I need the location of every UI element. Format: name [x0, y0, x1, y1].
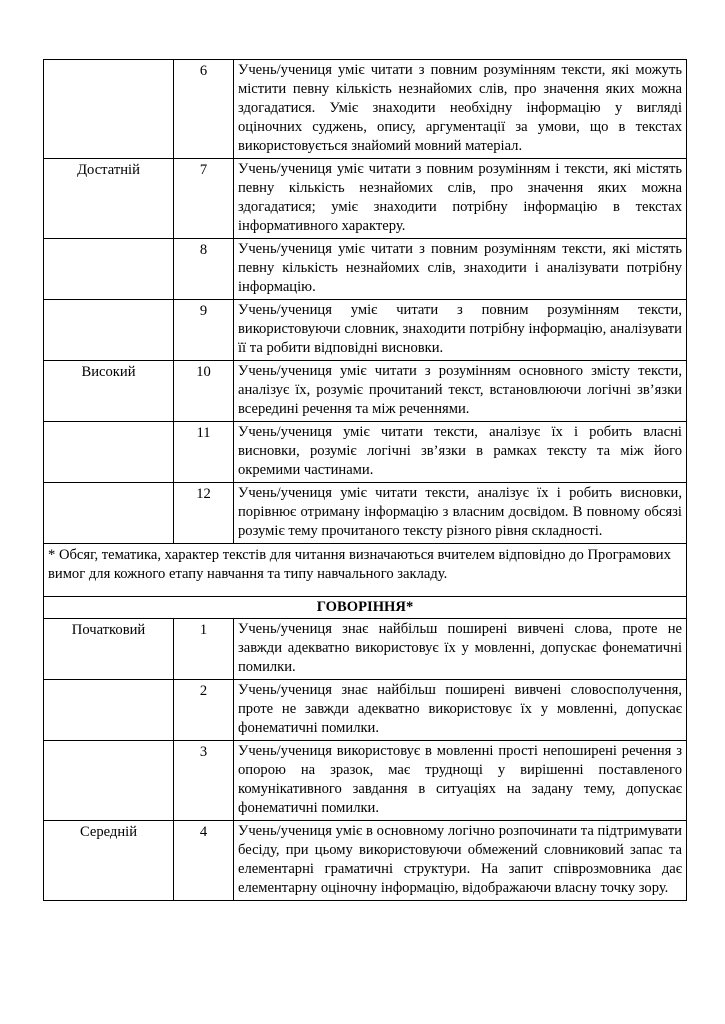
score-cell: 10 — [174, 361, 234, 422]
description-cell: Учень/учениця уміє в основному логічно розпочинати та підтримувати бесіду, при цьому використовуючи обмежений словниковий запас та елементарні граматичні структури. На запит співрозмовника дає елементарну оціночну інформацію, відображаючи власну точку зору. — [234, 821, 687, 901]
description-cell: Учень/учениця використовує в мовленні прості непоширені речення з опорою на зразок, має труднощі у вирішенні поставленого комунікативного завдання в ситуаціях на задану тему, допускає фонематичні помилки. — [234, 741, 687, 821]
table-row — [44, 60, 687, 159]
section-heading: ГОВОРІННЯ* — [44, 597, 687, 619]
table-row — [44, 422, 687, 483]
description-cell: Учень/учениця уміє читати тексти, аналізує їх і робить висновки, порівнює отриману інформацію з власним досвідом. В повному обсязі розуміє тему прочитаного тексту різного рівня складності. — [234, 483, 687, 544]
score-cell: 3 — [174, 741, 234, 821]
assessment-table — [43, 59, 687, 901]
level-cell — [44, 741, 174, 821]
score-cell: 4 — [174, 821, 234, 901]
level-cell — [44, 239, 174, 300]
table-row — [44, 619, 687, 680]
table-row — [44, 300, 687, 361]
score-cell: 12 — [174, 483, 234, 544]
description-cell: Учень/учениця уміє читати з повним розумінням і тексти, які містять певну кількість незнайомих слів, про значення яких можна здогадатися; уміє знаходити потрібну інформацію в текстах інформативного характеру. — [234, 159, 687, 239]
description-cell: Учень/учениця уміє читати з повним розумінням тексти, використовуючи словник, знаходити потрібну інформацію, аналізувати її та робити відповідні висновки. — [234, 300, 687, 361]
table-row — [44, 741, 687, 821]
level-cell — [44, 680, 174, 741]
level-cell — [44, 300, 174, 361]
level-cell: Високий — [44, 361, 174, 422]
level-cell: Достатній — [44, 159, 174, 239]
score-cell: 9 — [174, 300, 234, 361]
description-cell: Учень/учениця знає найбільш поширені вивчені слова, проте не завжди адекватно використовує їх у мовленні, допускає фонематичні помилки. — [234, 619, 687, 680]
level-cell — [44, 60, 174, 159]
description-cell: Учень/учениця уміє читати з повним розумінням тексти, які містять певну кількість незнайомих слів, знаходити і аналізувати потрібну інформацію. — [234, 239, 687, 300]
level-cell — [44, 483, 174, 544]
table-row — [44, 361, 687, 422]
document-page — [43, 59, 686, 901]
score-cell: 6 — [174, 60, 234, 159]
table-row — [44, 821, 687, 901]
level-cell: Початковий — [44, 619, 174, 680]
section-heading-row — [44, 597, 687, 619]
level-cell — [44, 422, 174, 483]
description-cell: Учень/учениця уміє читати з розумінням основного змісту тексти, аналізує їх, розуміє прочитаний текст, встановлюючи логічні зв’язки всередині речення та між реченнями. — [234, 361, 687, 422]
footnote-text: * Обсяг, тематика, характер текстів для читання визначаються вчителем відповідно до Програмових вимог для кожного етапу навчання та типу навчального закладу. — [44, 544, 687, 597]
level-cell: Середній — [44, 821, 174, 901]
description-cell: Учень/учениця уміє читати з повним розумінням тексти, які можуть містити певну кількість незнайомих слів, про значення яких можна здогадатися. Уміє знаходити необхідну інформацію у вигляді оціночних суджень, опису, аргументації за умови, що в текстах використовується знайомий мовний матеріал. — [234, 60, 687, 159]
score-cell: 2 — [174, 680, 234, 741]
score-cell: 11 — [174, 422, 234, 483]
score-cell: 1 — [174, 619, 234, 680]
note-row — [44, 544, 687, 597]
description-cell: Учень/учениця знає найбільш поширені вивчені словосполучення, проте не завжди адекватно використовує їх у мовленні, допускає фонематичні помилки. — [234, 680, 687, 741]
table-row — [44, 483, 687, 544]
table-row — [44, 159, 687, 239]
description-cell: Учень/учениця уміє читати тексти, аналізує їх і робить власні висновки, розуміє логічні зв’язки в рамках тексту та між його окремими частинами. — [234, 422, 687, 483]
score-cell: 8 — [174, 239, 234, 300]
table-row — [44, 680, 687, 741]
score-cell: 7 — [174, 159, 234, 239]
table-row — [44, 239, 687, 300]
